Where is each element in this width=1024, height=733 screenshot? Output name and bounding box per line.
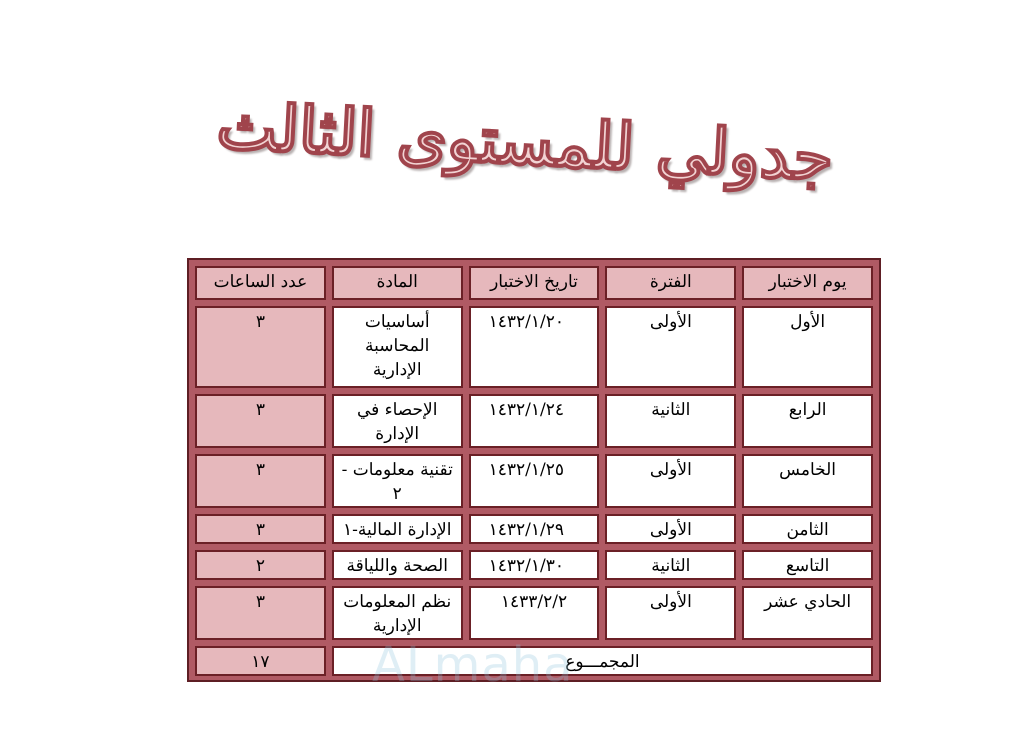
table-row: [195, 306, 873, 388]
header-date: تاريخ الاختبار: [469, 266, 600, 300]
cell-day: الأول: [742, 306, 873, 388]
cell-hours: ٢: [195, 550, 326, 580]
page-title: جدولي للمستوى الثالث: [214, 88, 836, 197]
cell-subject: أساسيات المحاسبة الإدارية: [332, 306, 463, 388]
table-row: [195, 586, 873, 640]
cell-date: ١٤٣٢/١/٢٥: [469, 454, 600, 508]
exam-schedule-table: [187, 258, 881, 682]
table-row: [195, 514, 873, 544]
header-subject: المادة: [332, 266, 463, 300]
table-row: [195, 394, 873, 448]
cell-day: الحادي عشر: [742, 586, 873, 640]
cell-date: ١٤٣٣/٢/٢: [469, 586, 600, 640]
cell-day: الخامس: [742, 454, 873, 508]
total-hours: ١٧: [195, 646, 326, 676]
cell-period: الثانية: [605, 394, 736, 448]
cell-subject: الصحة واللياقة: [332, 550, 463, 580]
cell-hours: ٣: [195, 586, 326, 640]
cell-day: الثامن: [742, 514, 873, 544]
cell-period: الأولى: [605, 454, 736, 508]
header-day: يوم الاختبار: [742, 266, 873, 300]
cell-hours: ٣: [195, 306, 326, 388]
watermark: ALmaha: [372, 637, 574, 693]
cell-period: الثانية: [605, 550, 736, 580]
cell-subject: الإدارة المالية-١: [332, 514, 463, 544]
cell-hours: ٣: [195, 514, 326, 544]
header-hours: عدد الساعات: [195, 266, 326, 300]
header-row: [195, 266, 873, 300]
total-label: المجمـــوع: [332, 646, 873, 676]
table-row: [195, 550, 873, 580]
table-row: [195, 454, 873, 508]
cell-subject: تقنية معلومات - ٢: [332, 454, 463, 508]
cell-subject: الإحصاء في الإدارة: [332, 394, 463, 448]
cell-date: ١٤٣٢/١/٢٤: [469, 394, 600, 448]
cell-period: الأولى: [605, 514, 736, 544]
cell-hours: ٣: [195, 394, 326, 448]
cell-date: ١٤٣٢/١/٣٠: [469, 550, 600, 580]
header-period: الفترة: [605, 266, 736, 300]
cell-subject: نظم المعلومات الإدارية: [332, 586, 463, 640]
total-row: [195, 646, 873, 676]
cell-date: ١٤٣٢/١/٢٠: [469, 306, 600, 388]
cell-day: التاسع: [742, 550, 873, 580]
cell-hours: ٣: [195, 454, 326, 508]
cell-period: الأولى: [605, 306, 736, 388]
cell-day: الرابع: [742, 394, 873, 448]
cell-period: الأولى: [605, 586, 736, 640]
cell-date: ١٤٣٢/١/٢٩: [469, 514, 600, 544]
